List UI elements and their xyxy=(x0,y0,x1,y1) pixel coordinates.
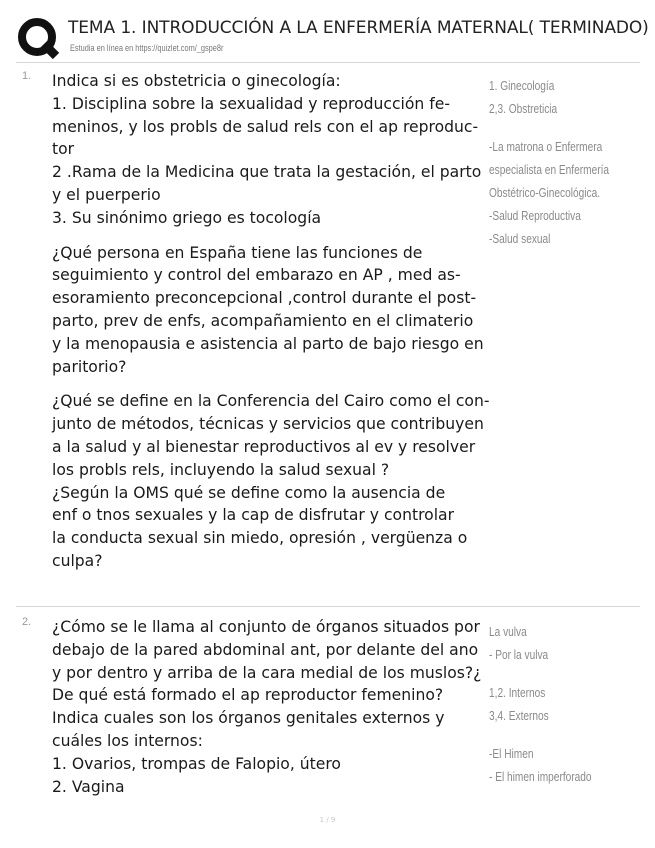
study-link-text: Estudia en línea en https://quizlet.com/_gspe8r xyxy=(70,43,224,53)
question-line: ¿Qué persona en España tiene las funciones de xyxy=(52,243,423,262)
question-line: la conducta sexual sin miedo, opresión , vergüenza o xyxy=(52,529,468,548)
question-line: meninos, y los probls de salud rels con el ap reproduc- xyxy=(52,117,479,136)
spacer xyxy=(489,120,643,135)
answer-line: 3,4. Externos xyxy=(489,708,549,723)
answer-line: 2,3. Obstreticia xyxy=(489,101,558,116)
question-line: 2 .Rama de la Medicina que trata la gestación, el parto xyxy=(52,163,482,182)
answer-line: 1. Ginecología xyxy=(489,78,555,93)
question-line: debajo de la pared abdominal ant, por delante del ano xyxy=(52,640,479,659)
answer-line: La vulva xyxy=(489,624,527,639)
question-line: ¿Según la OMS qué se define como la ausencia de xyxy=(52,483,446,502)
answer-line: -La matrona o Enfermera xyxy=(489,139,603,154)
page-title: TEMA 1. INTRODUCCIÓN A LA ENFERMERÍA MATERNAL( TERMINADO) xyxy=(68,18,649,38)
question-line: enf o tnos sexuales y la cap de disfrutar y controlar xyxy=(52,506,455,525)
question-line: y por dentro y arriba de la cara medial de los muslos?¿ xyxy=(52,663,482,682)
answer-line: -Salud Reproductiva xyxy=(489,208,581,223)
question-line: culpa? xyxy=(52,551,103,570)
card-answer xyxy=(489,620,621,788)
question-line: ¿Cómo se le llama al conjunto de órganos situados por xyxy=(52,618,480,636)
answer-line: -El Himen xyxy=(489,746,534,761)
page-indicator: 1 / 9 xyxy=(319,816,336,824)
question-line: 1. Disciplina sobre la sexualidad y reproducción fe- xyxy=(52,94,450,113)
question-line: y el puerperio xyxy=(52,185,161,204)
card-number: 1. xyxy=(22,70,32,82)
spacer xyxy=(52,378,486,390)
question-line: ¿Qué se define en la Conferencia del Cairo como el con- xyxy=(52,392,490,411)
question-line: seguimiento y control del embarazo en AP , med as- xyxy=(52,266,461,285)
question-line: Indica cuales son los órganos genitales externos y xyxy=(52,709,445,728)
question-line: parto, prev de enfs, acompañamiento en el climaterio xyxy=(52,311,474,330)
answer-line: Obstétrico-Ginecológica. xyxy=(489,185,601,200)
answer-line: 1,2. Internos xyxy=(489,685,546,700)
card-question xyxy=(52,616,486,798)
question-line: Indica si es obstetricia o ginecología: xyxy=(52,72,341,90)
answer-line: -Salud sexual xyxy=(489,231,551,246)
question-line: junto de métodos, técnicas y servicios que contribuyen xyxy=(52,415,484,434)
spacer xyxy=(489,666,621,681)
question-line: los probls rels, incluyendo la salud sexual ? xyxy=(52,460,390,479)
spacer xyxy=(52,230,486,242)
answer-line: - El himen imperforado xyxy=(489,769,592,784)
divider xyxy=(16,606,640,607)
divider xyxy=(16,62,640,63)
question-line: 1. Ovarios, trompas de Falopio, útero xyxy=(52,754,341,773)
question-line: De qué está formado el ap reproductor femenino? xyxy=(52,686,444,705)
question-line: 2. Vagina xyxy=(52,777,125,796)
question-line: esoramiento preconcepcional ,control durante el post- xyxy=(52,289,477,308)
card-number: 2. xyxy=(22,616,32,628)
quizlet-logo-icon xyxy=(16,16,60,60)
document-header xyxy=(16,14,649,60)
question-line: y la menopausia e asistencia al parto de bajo riesgo en xyxy=(52,334,484,353)
answer-line: - Por la vulva xyxy=(489,647,549,662)
spacer xyxy=(489,727,621,742)
card-answer xyxy=(489,74,643,250)
card-question xyxy=(52,70,490,573)
answer-line: especialista en Enfermería xyxy=(489,162,610,177)
question-line: paritorio? xyxy=(52,357,127,376)
question-line: a la salud y al bienestar reproductivos al ev y resolver xyxy=(52,437,476,456)
question-line: cuáles los internos: xyxy=(52,731,203,750)
question-line: tor xyxy=(52,140,75,159)
question-line: 3. Su sinónimo griego es tocología xyxy=(52,208,322,227)
